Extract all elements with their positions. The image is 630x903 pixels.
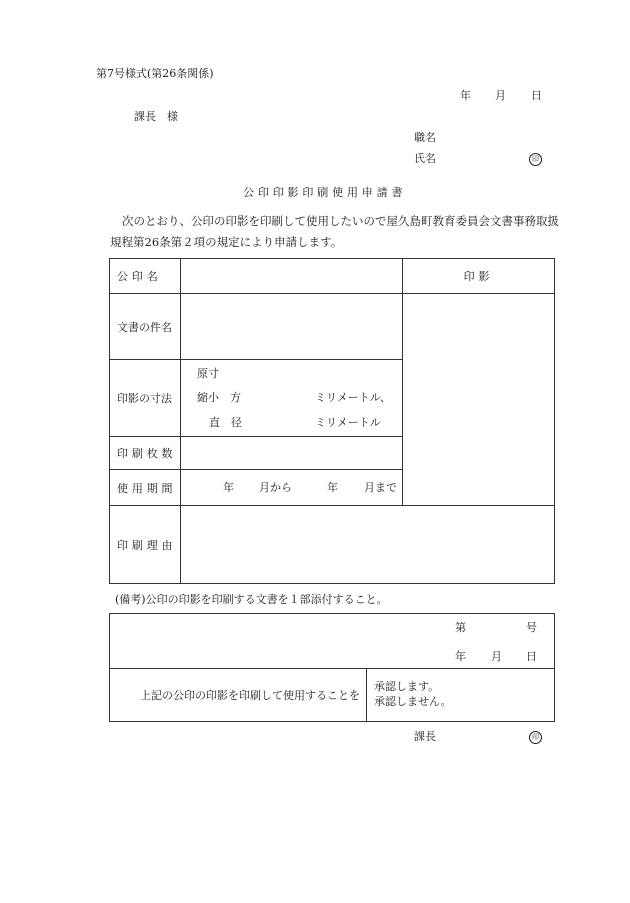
chief-label: 課長 — [414, 730, 436, 743]
seal-name-label: 公印名 — [110, 259, 181, 294]
document-name-label: 文書の件名 — [110, 294, 181, 360]
approval-table — [109, 613, 555, 722]
size-diameter-label: 直 径 — [209, 416, 242, 429]
intro-line-1: 次のとおり、公印の印影を印刷して使用したいので屋久島町教育委員会文書事務取扱 — [122, 214, 559, 228]
approval-number-label: 第 — [455, 621, 466, 634]
size-original: 原寸 — [197, 367, 219, 380]
applicant-seal-icon: 印 — [529, 152, 542, 166]
impression-area[interactable] — [403, 294, 555, 506]
chief-seal-icon: 印 — [529, 730, 542, 744]
size-reduced-label: 縮小 方 — [197, 391, 241, 404]
period-values — [181, 470, 402, 505]
date-month-label: 月 — [495, 89, 506, 102]
period-field[interactable] — [181, 470, 403, 506]
approval-date-month: 月 — [491, 650, 502, 663]
approval-header-cell — [110, 614, 555, 669]
applicant-name-label: 氏名 — [414, 152, 436, 165]
approval-options — [367, 669, 555, 722]
size-options — [181, 360, 402, 436]
form-title: 公印印影印刷使用申請書 — [243, 186, 407, 199]
print-count-field[interactable] — [181, 437, 403, 470]
approval-date-day: 日 — [526, 650, 537, 663]
size-diameter-unit: ミリメートル — [315, 416, 381, 429]
intro-line-2: 規程第26条第２項の規定により申請します。 — [110, 235, 343, 249]
reason-field[interactable] — [181, 506, 555, 584]
note: (備考)公印の印影を印刷する文書を１部添付すること。 — [115, 593, 388, 606]
reason-label: 印刷理由 — [110, 506, 181, 584]
applicant-title-label: 職名 — [414, 131, 436, 144]
seal-name-field[interactable] — [181, 259, 403, 294]
addressee: 課長 様 — [134, 110, 178, 123]
size-label: 印影の寸法 — [110, 360, 181, 437]
impression-label: 印影 — [403, 259, 555, 294]
approval-number-date — [110, 614, 554, 668]
size-field[interactable] — [181, 360, 403, 437]
form-number: 第7号様式(第26条関係) — [96, 67, 214, 80]
date-year-label: 年 — [460, 89, 471, 102]
print-count-label: 印刷枚数 — [110, 437, 181, 470]
application-table — [109, 258, 555, 584]
approval-date-year: 年 — [455, 650, 466, 663]
period-from-month: 月から — [259, 481, 292, 494]
period-to-month: 月まで — [364, 481, 397, 494]
approve-option[interactable]: 承認します。 — [374, 680, 440, 694]
document-name-field[interactable] — [181, 294, 403, 360]
approval-number-suffix: 号 — [526, 621, 537, 634]
period-label: 使用期間 — [110, 470, 181, 506]
size-reduced-unit: ミリメートル、 — [315, 391, 391, 404]
approval-statement: 上記の公印の印影を印刷して使用することを — [110, 669, 367, 722]
date-day-label: 日 — [531, 89, 542, 102]
deny-option[interactable]: 承認しません。 — [374, 695, 452, 708]
period-to-year: 年 — [327, 481, 338, 494]
period-from-year: 年 — [223, 481, 234, 494]
